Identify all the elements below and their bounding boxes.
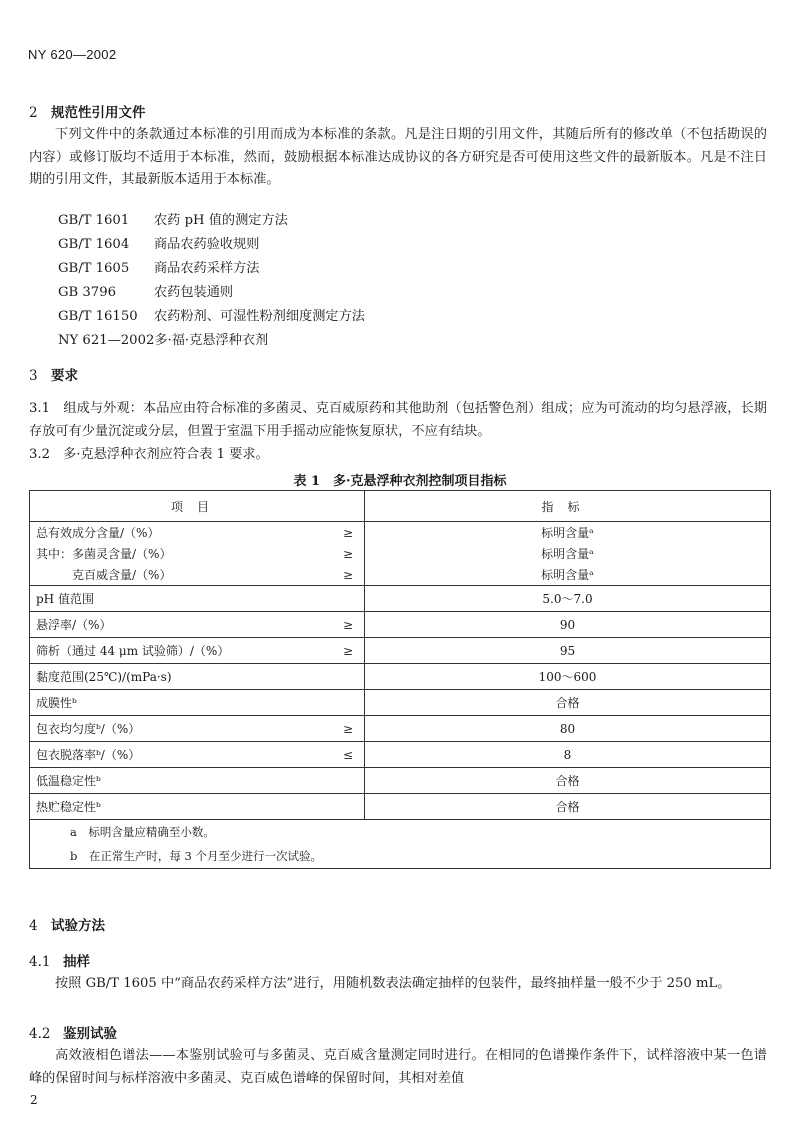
table-row bbox=[30, 742, 771, 768]
reference-item bbox=[58, 209, 288, 228]
spec-table bbox=[29, 490, 771, 869]
row-value: 标明含量ᵃ bbox=[365, 522, 771, 544]
clause-4-1-heading bbox=[29, 950, 90, 970]
table-row bbox=[30, 522, 771, 544]
reference-code: GB/T 1601 bbox=[58, 213, 130, 228]
reference-item bbox=[58, 233, 260, 252]
section-title: 规范性引用文件 bbox=[51, 105, 146, 121]
section-number: 2 bbox=[29, 105, 38, 121]
table-note: b 在正常生产时，每 3 个月至少进行一次试验。 bbox=[30, 844, 771, 869]
table-header-row bbox=[30, 491, 771, 522]
reference-item bbox=[58, 329, 268, 348]
clause-3-1: 3.1 组成与外观：本品应由符合标准的多菌灵、克百威原药和其他助剂（包括警色剂）组成；应为可流动的均匀悬浮液，长期存放可有少量沉淀或分层，但置于室温下用手摇动应能恢复原状，不应有结块。 bbox=[29, 401, 767, 439]
table-row bbox=[30, 794, 771, 820]
row-item: 热贮稳定性ᵇ bbox=[30, 794, 333, 820]
row-symbol bbox=[332, 768, 365, 794]
row-item: 成膜性ᵇ bbox=[30, 690, 333, 716]
row-item: 筛析（通过 44 μm 试验筛）/（%） bbox=[30, 638, 333, 664]
header-value: 指标 bbox=[365, 491, 771, 522]
table-row bbox=[30, 716, 771, 742]
table-row bbox=[30, 664, 771, 690]
reference-item bbox=[58, 257, 260, 276]
row-value: 100～600 bbox=[365, 664, 771, 690]
row-value: 90 bbox=[365, 612, 771, 638]
row-item: 总有效成分含量/（%） bbox=[30, 522, 333, 544]
row-symbol bbox=[332, 794, 365, 820]
row-value: 标明含量ᵃ bbox=[365, 543, 771, 564]
standard-code-header: NY 620—2002 bbox=[28, 47, 117, 62]
clause-4-1-paragraph: 按照 GB/T 1605 中“商品农药采样方法”进行，用随机数表法确定抽样的包装件，最终抽样量一般不少于 250 mL。 bbox=[55, 976, 731, 991]
row-value: 5.0～7.0 bbox=[365, 586, 771, 612]
row-item: 黏度范围(25℃)/(mPa·s) bbox=[30, 664, 333, 690]
row-symbol bbox=[332, 664, 365, 690]
row-symbol: ≥ bbox=[332, 543, 365, 564]
section-title: 试验方法 bbox=[51, 918, 105, 934]
table-note-row bbox=[30, 844, 771, 869]
table-row bbox=[30, 638, 771, 664]
row-symbol bbox=[332, 586, 365, 612]
clause-number: 4.2 bbox=[29, 1026, 51, 1042]
clause-title: 鉴别试验 bbox=[63, 1026, 117, 1042]
row-value: 标明含量ᵃ bbox=[365, 564, 771, 586]
reference-code: GB/T 16150 bbox=[58, 309, 138, 324]
reference-code: NY 621—2002 bbox=[58, 333, 155, 348]
page-number: 2 bbox=[30, 1093, 38, 1107]
row-symbol: ≥ bbox=[332, 716, 365, 742]
table-note: a 标明含量应精确至小数。 bbox=[30, 820, 771, 845]
row-item: pH 值范围 bbox=[30, 586, 333, 612]
table-row bbox=[30, 543, 771, 564]
clause-4-2-heading bbox=[29, 1022, 117, 1042]
row-value: 合格 bbox=[365, 794, 771, 820]
row-item: 悬浮率/（%） bbox=[30, 612, 333, 638]
clause-4-2-paragraph: 高效液相色谱法——本鉴别试验可与多菌灵、克百威含量测定同时进行。在相同的色谱操作条件下，试样溶液中某一色谱峰的保留时间与标样溶液中多菌灵、克百威色谱峰的保留时间，其相对差值 bbox=[29, 1048, 767, 1086]
reference-title: 农药包装通则 bbox=[154, 285, 234, 300]
table-row bbox=[30, 768, 771, 794]
reference-title: 商品农药验收规则 bbox=[154, 237, 260, 252]
table-row bbox=[30, 690, 771, 716]
section-2-heading bbox=[29, 101, 146, 121]
header-item: 项目 bbox=[30, 491, 365, 522]
row-item: 其中：多菌灵含量/（%） bbox=[30, 543, 333, 564]
section-number: 3 bbox=[29, 368, 38, 384]
section-4-heading bbox=[29, 914, 105, 934]
reference-title: 多·福·克悬浮种衣剂 bbox=[154, 333, 269, 348]
row-symbol: ≤ bbox=[332, 742, 365, 768]
row-value: 合格 bbox=[365, 768, 771, 794]
section-number: 4 bbox=[29, 918, 38, 934]
reference-title: 农药粉剂、可湿性粉剂细度测定方法 bbox=[154, 309, 365, 324]
clause-number: 4.1 bbox=[29, 954, 51, 970]
row-item: 包衣脱落率ᵇ/（%） bbox=[30, 742, 333, 768]
row-symbol: ≥ bbox=[332, 612, 365, 638]
table-caption: 表 1 多·克悬浮种衣剂控制项目指标 bbox=[293, 474, 507, 489]
reference-code: GB 3796 bbox=[58, 285, 116, 300]
reference-code: GB/T 1604 bbox=[58, 237, 130, 252]
section-3-heading bbox=[29, 364, 78, 384]
table-row bbox=[30, 612, 771, 638]
row-symbol: ≥ bbox=[332, 522, 365, 544]
clause-3-2: 3.2 多·克悬浮种衣剂应符合表 1 要求。 bbox=[29, 447, 269, 462]
row-value: 95 bbox=[365, 638, 771, 664]
reference-title: 商品农药采样方法 bbox=[154, 261, 260, 276]
table-note-row bbox=[30, 820, 771, 845]
clause-title: 抽样 bbox=[63, 954, 90, 970]
section-2-paragraph: 下列文件中的条款通过本标准的引用而成为本标准的条款。凡是注日期的引用文件，其随后所有的修改单（不包括勘误的内容）或修订版均不适用于本标准，然而，鼓励根据本标准达成协议的各方研究是否可使用这些文件的最新版本。凡是不注日期的引用文件，其最新版本适用于本标准。 bbox=[29, 127, 767, 187]
row-symbol: ≥ bbox=[332, 638, 365, 664]
row-value: 8 bbox=[365, 742, 771, 768]
reference-code: GB/T 1605 bbox=[58, 261, 130, 276]
row-value: 合格 bbox=[365, 690, 771, 716]
row-item: 低温稳定性ᵇ bbox=[30, 768, 333, 794]
table-row bbox=[30, 586, 771, 612]
section-title: 要求 bbox=[51, 368, 78, 384]
reference-item bbox=[58, 305, 365, 324]
row-value: 80 bbox=[365, 716, 771, 742]
table-row bbox=[30, 564, 771, 586]
reference-item bbox=[58, 281, 233, 300]
row-item: 包衣均匀度ᵇ/（%） bbox=[30, 716, 333, 742]
row-symbol bbox=[332, 690, 365, 716]
row-symbol: ≥ bbox=[332, 564, 365, 586]
row-item: 克百威含量/（%） bbox=[30, 564, 333, 586]
reference-title: 农药 pH 值的测定方法 bbox=[154, 213, 288, 228]
